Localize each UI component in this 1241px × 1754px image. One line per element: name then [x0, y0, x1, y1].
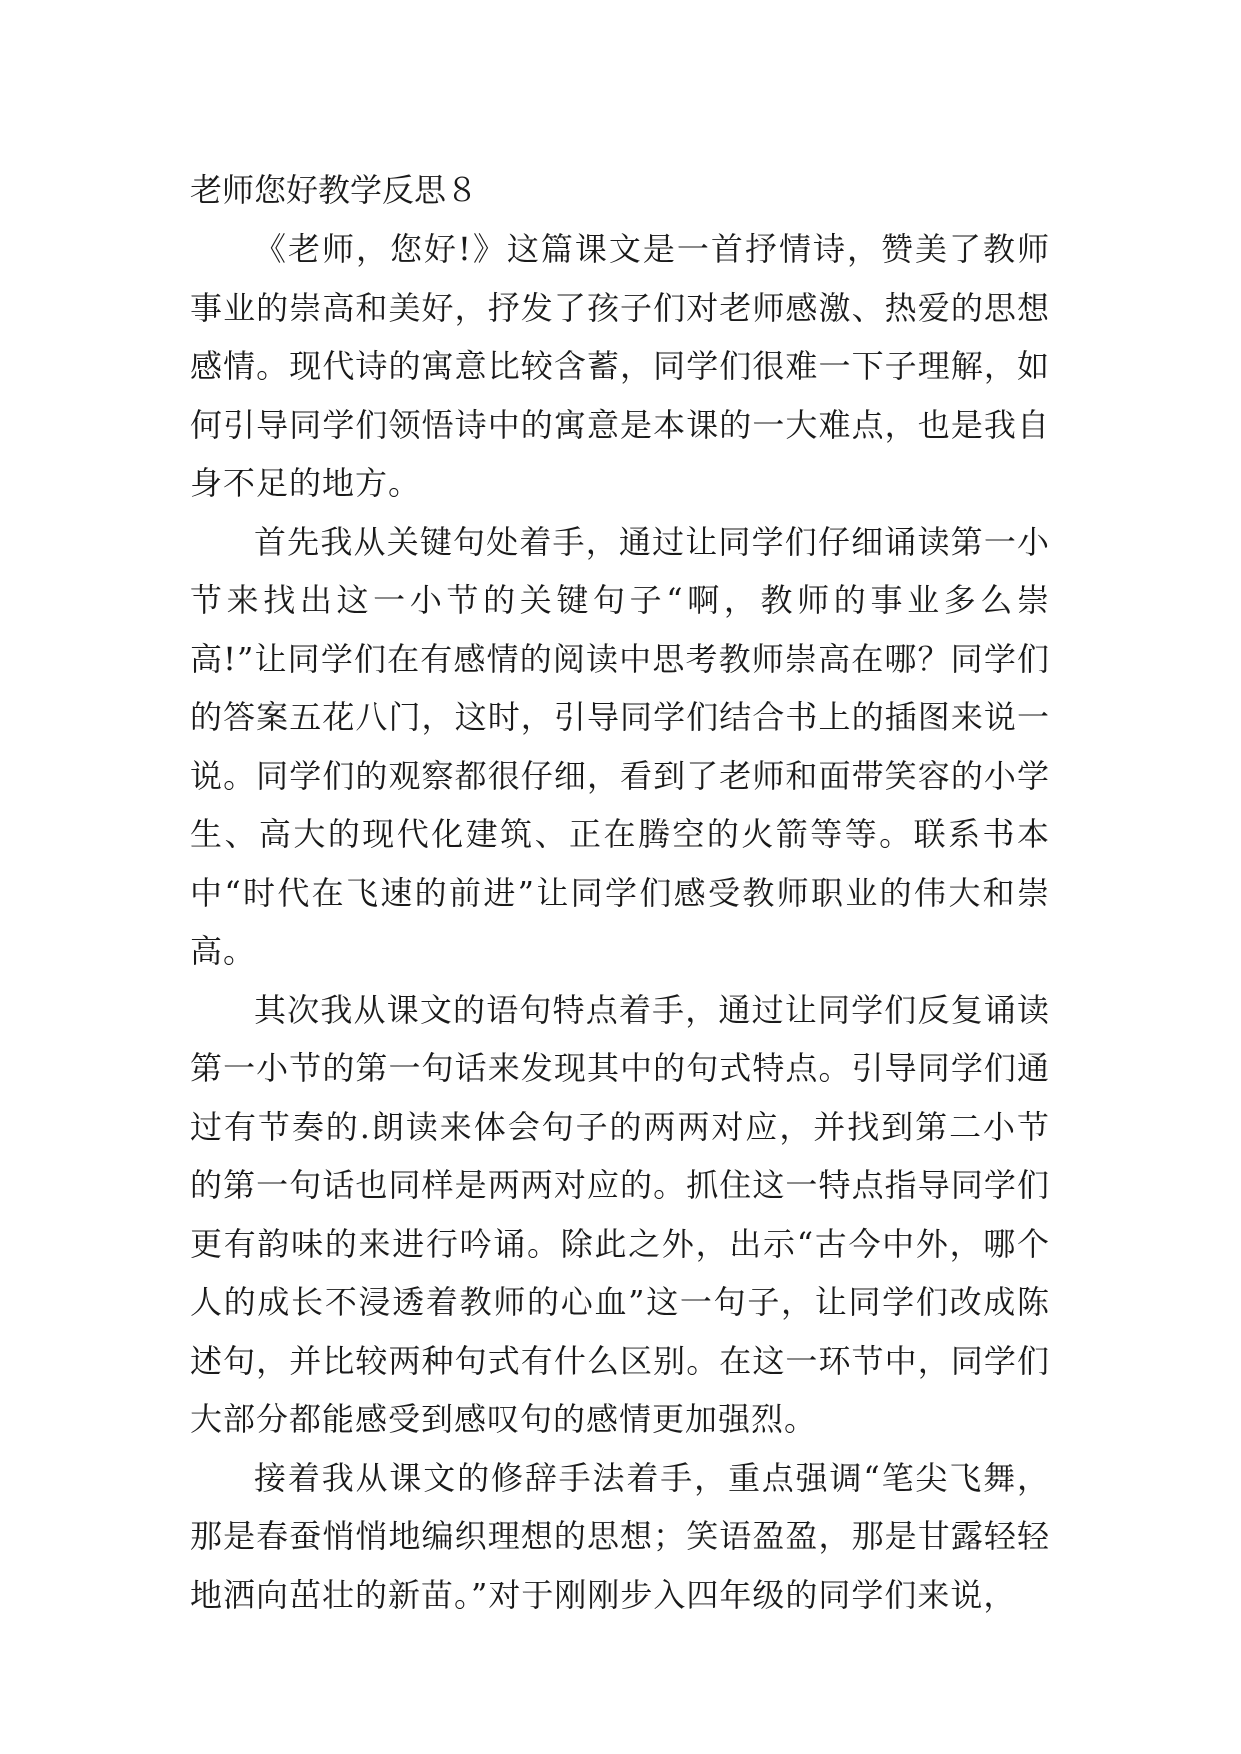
paragraph-2: 首先我从关键句处着手，通过让同学们仔细诵读第一小节来找出这一小节的关键句子“啊，教师的事业多么崇高!”让同学们在有感情的阅读中思考教师崇高在哪？同学们的答案五花八门，这时，引导同学们结合书上的插图来说一说。同学们的观察都很仔细，看到了老师和面带笑容的小学生、高大的现代化建筑、正在腾空的火箭等等。联系书本中“时代在飞速的前进”让同学们感受教师职业的伟大和崇高。 [190, 522, 1050, 970]
paragraph-1: 《老师，您好!》这篇课文是一首抒情诗，赞美了教师事业的崇高和美好，抒发了孩子们对老师感激、热爱的思想感情。现代诗的寓意比较含蓄，同学们很难一下子理解，如何引导同学们领悟诗中的寓意是本课的一大难点，也是我自身不足的地方。 [190, 230, 1050, 502]
document-body [190, 160, 1050, 1624]
paragraph-4: 接着我从课文的修辞手法着手，重点强调“笔尖飞舞，那是春蚕悄悄地编织理想的思想；笑语盈盈，那是甘露轻轻地洒向茁壮的新苗。”对于刚刚步入四年级的同学们来说， [190, 1458, 1050, 1614]
document-title: 老师您好教学反思８ [190, 171, 479, 209]
paragraph-3: 其次我从课文的语句特点着手，通过让同学们反复诵读第一小节的第一句话来发现其中的句式特点。引导同学们通过有节奏的.朗读来体会句子的两两对应，并找到第二小节的第一句话也同样是两两对应的。抓住这一特点指导同学们更有韵味的来进行吟诵。除此之外，出示“古今中外，哪个人的成长不浸透着教师的心血”这一句子，让同学们改成陈述句，并比较两种句式有什么区别。在这一环节中，同学们大部分都能感受到感叹句的感情更加强烈。 [190, 990, 1050, 1438]
